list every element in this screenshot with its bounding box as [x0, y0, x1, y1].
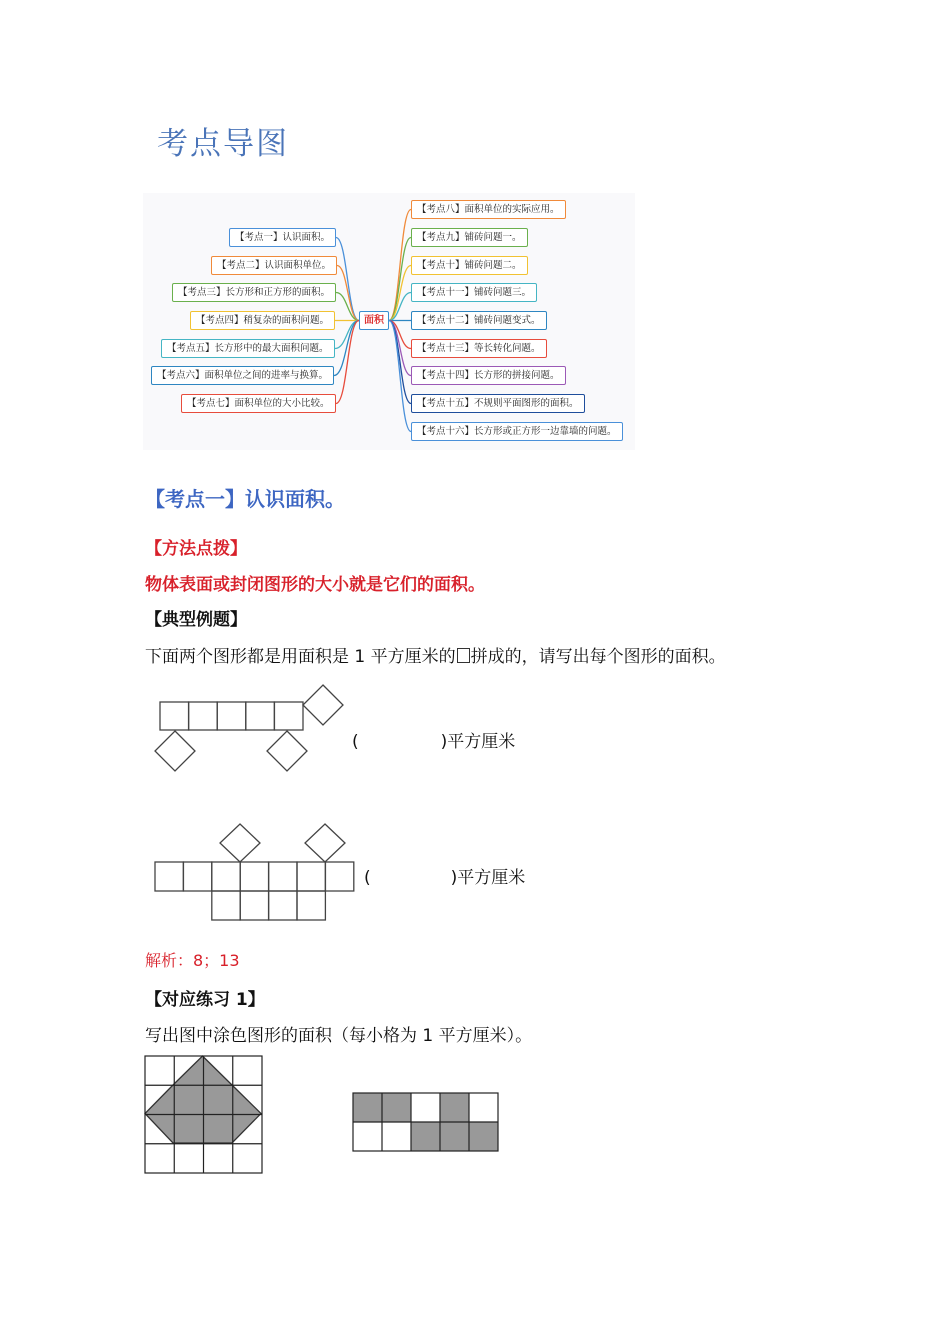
blank-2-close: )平方厘米 [450, 868, 526, 888]
figure-1 [150, 680, 350, 780]
unit-square-icon [457, 648, 470, 663]
mind-map-node-right: 【考点十四】长方形的拼接问题。 [411, 366, 566, 385]
mind-map-node-right: 【考点十五】不规则平面图形的面积。 [411, 394, 585, 413]
method-text: 物体表面或封闭图形的大小就是它们的面积。 [145, 575, 485, 595]
page-title: 考点导图 [157, 126, 289, 162]
mind-map-node-left: 【考点六】面积单位之间的进率与换算。 [151, 366, 334, 385]
blank-1-open: ( [352, 732, 359, 752]
mind-map-connector [389, 321, 411, 432]
blank-2-open: ( [364, 868, 371, 888]
answer-blank-1[interactable] [352, 727, 515, 752]
mind-map-node-right: 【考点十六】长方形或正方形一边靠墙的问题。 [411, 422, 623, 441]
mind-map-node-left: 【考点三】长方形和正方形的面积。 [172, 283, 336, 302]
mind-map-node-right: 【考点八】面积单位的实际应用。 [411, 200, 566, 219]
mind-map-node-left: 【考点四】稍复杂的面积问题。 [190, 311, 335, 330]
mind-map-node-left: 【考点七】面积单位的大小比较。 [181, 394, 336, 413]
practice-figure-1 [144, 1055, 264, 1175]
mind-map-connector [389, 210, 411, 321]
mind-map-node-right: 【考点十】铺砖问题二。 [411, 256, 528, 275]
mind-map-connector [337, 266, 359, 321]
method-label: 【方法点拨】 [145, 539, 247, 559]
mind-map-node-left: 【考点二】认识面积单位。 [211, 256, 337, 275]
mind-map-node-left: 【考点五】长方形中的最大面积问题。 [161, 339, 335, 358]
example-question-part-b: 拼成的，请写出每个图形的面积。 [470, 647, 726, 667]
answer-text: 解析：8；13 [145, 951, 240, 970]
figure-2 [150, 818, 360, 928]
mind-map-center-node: 面积 [359, 311, 389, 330]
example-question [145, 642, 726, 667]
blank-1-close: )平方厘米 [440, 732, 516, 752]
section-heading: 【考点一】认识面积。 [145, 487, 345, 511]
mind-map-node-right: 【考点十一】铺砖问题三。 [411, 283, 537, 302]
mind-map [143, 193, 635, 450]
practice-figure-2 [352, 1092, 502, 1154]
mind-map-node-left: 【考点一】认识面积。 [229, 228, 336, 247]
practice-label: 【对应练习 1】 [145, 990, 265, 1010]
practice-question: 写出图中涂色图形的面积（每小格为 1 平方厘米）。 [145, 1026, 533, 1046]
answer-blank-2[interactable] [364, 863, 525, 888]
mind-map-node-right: 【考点十二】铺砖问题变式。 [411, 311, 547, 330]
mind-map-node-right: 【考点九】铺砖问题一。 [411, 228, 528, 247]
example-label: 【典型例题】 [145, 610, 247, 630]
example-question-part-a: 下面两个图形都是用面积是 1 平方厘米的 [145, 647, 456, 667]
mind-map-node-right: 【考点十三】等长转化问题。 [411, 339, 547, 358]
